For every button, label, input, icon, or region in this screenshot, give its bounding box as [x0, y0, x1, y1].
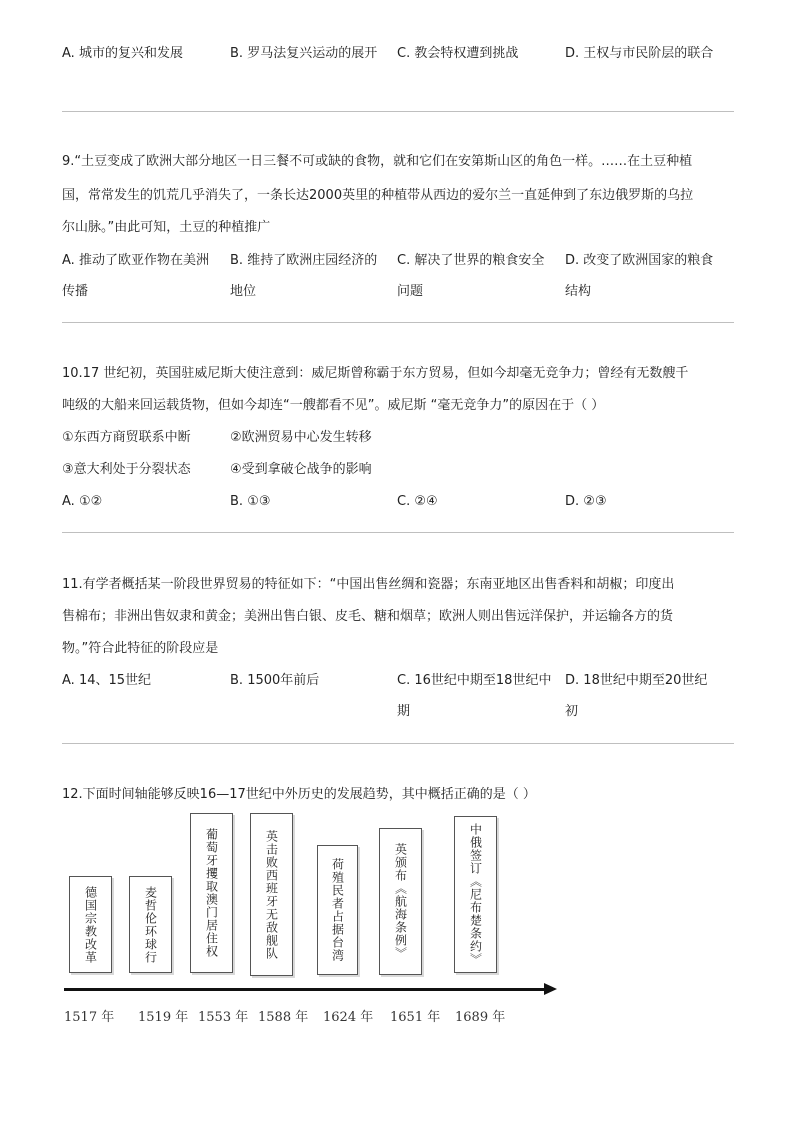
timeline-event-label: 中俄签订《尼布楚条约》 [468, 823, 483, 966]
q9-stem-line-3: 尔山脉。”由此可知，土豆的种植推广 [62, 220, 271, 235]
q10-option-a[interactable] [62, 486, 222, 517]
q10-statement-3: ③意大利处于分裂状态 [62, 462, 191, 477]
q11-option-a[interactable] [62, 665, 222, 696]
timeline-event-box [69, 876, 112, 973]
q11-option-b[interactable] [230, 665, 390, 696]
q8-option-d[interactable] [565, 38, 720, 69]
q9-stem-line-1: 9.“土豆变成了欧洲大部分地区一日三餐不可或缺的食物，就和它们在安第斯山区的角色一样。……在土豆种植 [62, 154, 693, 169]
q10-option-c[interactable] [397, 486, 557, 517]
q10-stem-line-2: 吨级的大船来回运载货物，但如今却连“一艘都看不见”。威尼斯 “毫无竞争力”的原因在于（ ） [62, 398, 605, 413]
q12-stem: 12.下面时间轴能够反映16—17世纪中外历史的发展趋势，其中概括正确的是（ ） [62, 787, 536, 802]
timeline-event-box [190, 813, 233, 973]
timeline-year: 1553 年 [198, 1010, 249, 1025]
divider [62, 532, 734, 533]
option-text: 推动了欧亚作物在美洲传播 [62, 253, 209, 299]
timeline-event-box [379, 828, 422, 975]
option-letter: C. [397, 673, 411, 688]
timeline-year: 1517 年 [64, 1010, 115, 1025]
timeline-year: 1624 年 [323, 1010, 374, 1025]
divider [62, 111, 734, 112]
timeline-event-label: 英击败西班牙无敌舰队 [264, 829, 279, 960]
option-text: 城市的复兴和发展 [78, 46, 183, 61]
q8-option-c[interactable] [397, 38, 557, 69]
q9-option-a[interactable] [62, 245, 212, 307]
q11-option-c[interactable] [397, 665, 552, 727]
q10-option-d[interactable] [565, 486, 725, 517]
q10-statement-4: ④受到拿破仑战争的影响 [230, 462, 372, 477]
option-text: 王权与市民阶层的联合 [583, 46, 714, 61]
q11-stem-line-1: 11.有学者概括某一阶段世界贸易的特征如下：“中国出售丝绸和瓷器；东南亚地区出售香料和胡椒；印度出 [62, 577, 675, 592]
q8-option-b[interactable] [230, 38, 380, 69]
option-letter: B. [230, 253, 244, 268]
option-text: 1500年前后 [247, 673, 320, 688]
q10-stem-line-1: 10.17 世纪初，英国驻威尼斯大使注意到：威尼斯曾称霸于东方贸易，但如今却毫无竞争力；曾经有无数艘千 [62, 366, 689, 381]
timeline-year: 1689 年 [455, 1010, 506, 1025]
option-text: 解决了世界的粮食安全问题 [397, 253, 545, 299]
timeline-year: 1519 年 [138, 1010, 189, 1025]
timeline-axis [64, 988, 546, 991]
timeline-event-label: 英颁布《航海条例》 [393, 843, 408, 960]
q9-option-b[interactable] [230, 245, 380, 307]
timeline-event-box [454, 816, 497, 973]
q9-option-c[interactable] [397, 245, 547, 307]
timeline-event-box [250, 813, 293, 976]
option-letter: D. [565, 673, 580, 688]
option-letter: B. [230, 494, 244, 509]
option-text: ①③ [247, 494, 271, 509]
option-letter: B. [230, 673, 244, 688]
option-letter: C. [397, 46, 411, 61]
option-letter: A. [62, 673, 75, 688]
option-text: ②③ [583, 494, 607, 509]
option-letter: A. [62, 46, 75, 61]
option-letter: A. [62, 253, 75, 268]
option-letter: C. [397, 494, 411, 509]
option-text: 18世纪中期至20世纪初 [565, 673, 708, 719]
option-text: 罗马法复兴运动的展开 [247, 46, 378, 61]
q10-option-b[interactable] [230, 486, 390, 517]
option-letter: A. [62, 494, 75, 509]
q8-option-a[interactable] [62, 38, 222, 69]
q10-statement-1: ①东西方商贸联系中断 [62, 430, 191, 445]
option-text: ①② [78, 494, 103, 509]
q10-statement-2: ②欧洲贸易中心发生转移 [230, 430, 372, 445]
timeline-event-box [129, 876, 172, 973]
timeline-arrow-icon [544, 983, 557, 995]
option-letter: D. [565, 253, 580, 268]
timeline-event-box [317, 845, 358, 975]
timeline-event-label: 葡萄牙攫取澳门居住权 [204, 828, 219, 958]
option-text: 14、15世纪 [78, 673, 152, 688]
option-text: ②④ [414, 494, 438, 509]
timeline-event-label: 荷殖民者占据台湾 [330, 858, 345, 962]
option-text: 维持了欧洲庄园经济的地位 [230, 253, 378, 299]
timeline-event-label: 麦哲伦环球行 [143, 885, 158, 964]
q11-option-d[interactable] [565, 665, 720, 727]
option-letter: D. [565, 46, 580, 61]
timeline-event-label: 德国宗教改革 [83, 885, 98, 964]
q9-option-d[interactable] [565, 245, 720, 307]
option-text: 教会特权遭到挑战 [414, 46, 519, 61]
timeline-year: 1651 年 [390, 1010, 441, 1025]
option-letter: D. [565, 494, 580, 509]
divider [62, 322, 734, 323]
option-text: 16世纪中期至18世纪中期 [397, 673, 552, 719]
option-text: 改变了欧洲国家的粮食结构 [565, 253, 714, 299]
option-letter: C. [397, 253, 411, 268]
timeline-year: 1588 年 [258, 1010, 309, 1025]
option-letter: B. [230, 46, 244, 61]
q11-stem-line-3: 物。”符合此特征的阶段应是 [62, 641, 219, 656]
q9-stem-line-2: 国，常常发生的饥荒几乎消失了，一条长达2000英里的种植带从西边的爱尔兰一直延伸到了东边俄罗斯的乌拉 [62, 188, 694, 203]
divider [62, 743, 734, 744]
q11-stem-line-2: 售棉布；非洲出售奴隶和黄金；美洲出售白银、皮毛、糖和烟草；欧洲人则出售远洋保护，并运输各方的货 [62, 609, 674, 624]
